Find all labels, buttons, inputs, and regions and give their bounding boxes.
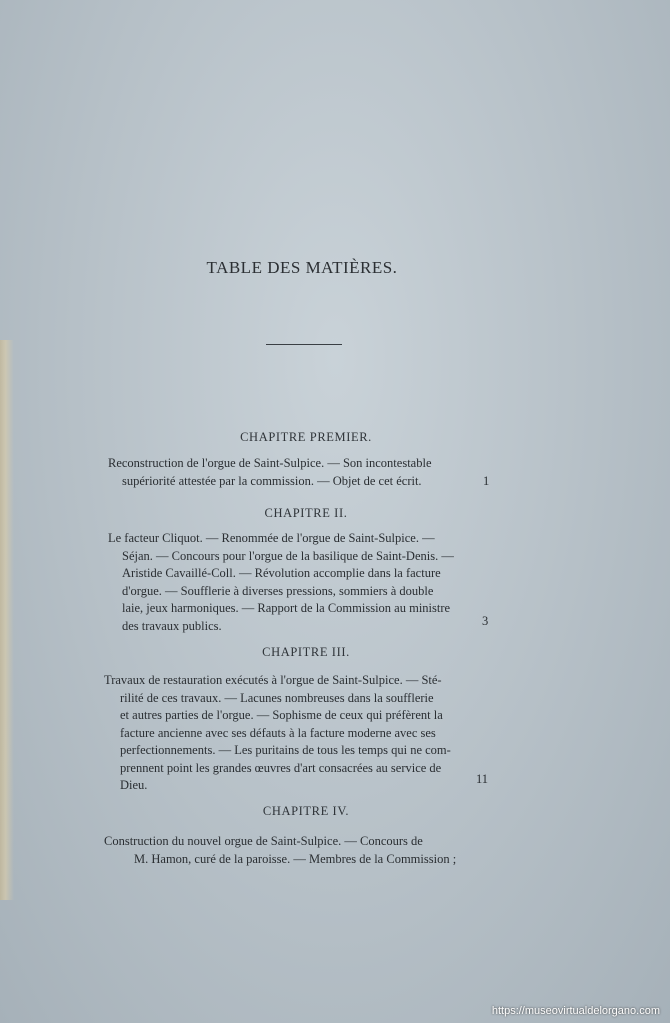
chapter-3-page-number: 11 [476,772,489,786]
chapter-3-heading: CHAPITRE III. [262,645,350,659]
summary-line: Aristide Cavaillé-Coll. — Révolution accomplie dans la facture [122,566,441,580]
chapter-2-heading: CHAPITRE II. [264,506,348,520]
chapter-1-page-number: 1 [483,474,490,488]
summary-line: Séjan. — Concours pour l'orgue de la basilique de Saint-Denis. — [122,548,454,563]
summary-line: d'orgue. — Soufflerie à diverses pressions, sommiers à double [122,583,434,598]
summary-line: Reconstruction de l'orgue de Saint-Sulpice. — Son incontestable [108,456,432,470]
summary-line: Travaux de restauration exécutés à l'orgue de Saint-Sulpice. — Sté- [104,673,442,687]
summary-line: supériorité attestée par la commission. — Objet de cet écrit. [122,473,422,488]
title-rule [266,344,342,345]
summary-line: facture ancienne avec ses défauts à la facture moderne avec ses [120,725,436,740]
summary-line: perfectionnements. — Les puritains de tous les temps qui ne com- [120,743,451,757]
chapter-1-heading: CHAPITRE PREMIER. [240,430,372,444]
chapter-2-summary [108,530,496,635]
chapter-3-summary [104,672,496,795]
summary-line: Construction du nouvel orgue de Saint-Sulpice. — Concours de [104,834,423,848]
summary-line: des travaux publics. [122,618,222,633]
chapter-2-page-number: 3 [482,614,489,628]
summary-line: prennent point les grandes œuvres d'art consacrées au service de [120,760,442,775]
summary-line: rilité de ces travaux. — Lacunes nombreuses dans la soufflerie [120,690,434,705]
page-title: TABLE DES MATIÈRES. [206,258,398,277]
chapter-4-heading: CHAPITRE IV. [262,804,350,818]
summary-line: et autres parties de l'orgue. — Sophisme de ceux qui préfèrent la [120,708,443,722]
summary-line: laie, jeux harmoniques. — Rapport de la Commission au ministre [122,601,451,615]
chapter-4-summary [104,833,500,868]
summary-line: M. Hamon, curé de la paroisse. — Membres de la Commission ; [134,851,457,866]
summary-line: Le facteur Cliquot. — Renommée de l'orgue de Saint-Sulpice. — [108,531,435,545]
chapter-1-summary [108,455,492,490]
source-watermark: https://museovirtualdelorgano.com [491,1005,660,1017]
summary-line: Dieu. [120,778,148,792]
